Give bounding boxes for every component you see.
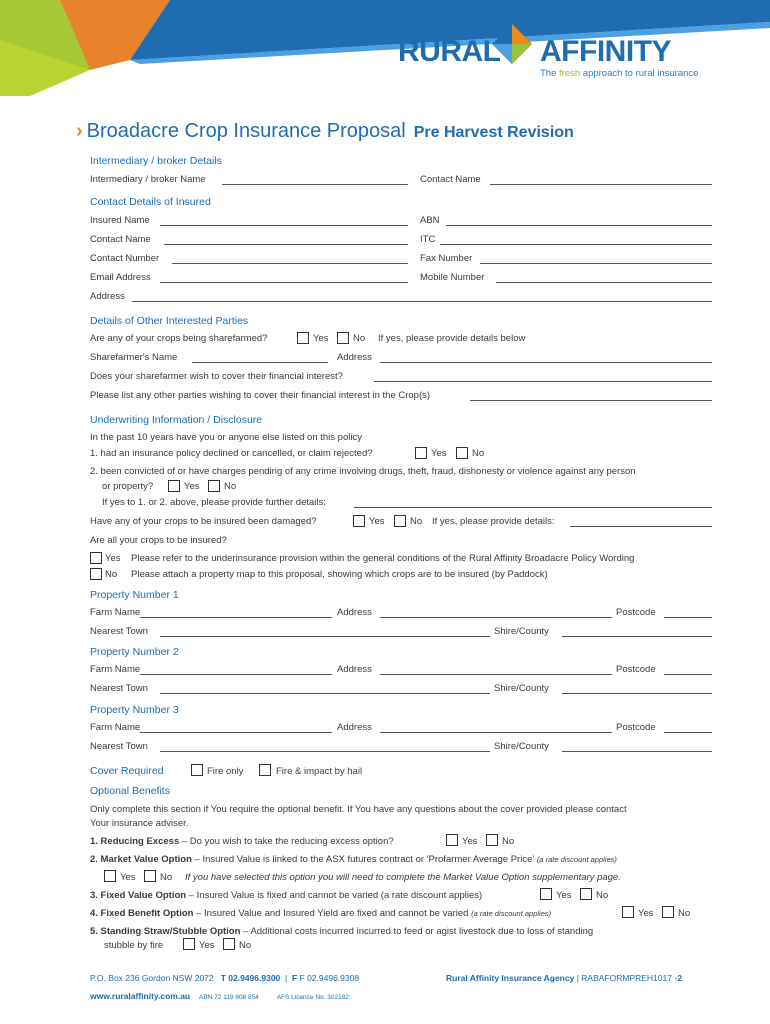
sharefarmer-name-field[interactable] (192, 362, 328, 363)
q2-yes-checkbox[interactable] (168, 480, 180, 492)
all-crops-yes-note: Please refer to the underinsurance provision within the general conditions of the Rural Affinity Broadacre Policy Wording (131, 553, 635, 564)
fire-only-checkbox[interactable] (191, 764, 203, 776)
property-3-shire-field[interactable] (562, 751, 712, 752)
broker-contact-field[interactable] (490, 184, 712, 185)
footer-web-row: www.ruralaffinity.com.au ABN 72 119 808 854 AFS Licence No. 302182 (90, 991, 349, 1001)
reducing-excess-yes-label: Yes (462, 836, 478, 847)
fax-field[interactable] (480, 263, 712, 264)
underwriting-intro: In the past 10 years have you or anyone else listed on this policy (90, 432, 362, 443)
footer-contact: P.O. Box 236 Gordon NSW 2072 T 02.9496.9300 | F F 02.9496.9308 (90, 973, 360, 983)
property-3-town-field[interactable] (160, 751, 490, 752)
q2-no-label: No (224, 481, 237, 492)
market-value-yes-checkbox[interactable] (104, 870, 116, 882)
q1-no-checkbox[interactable] (456, 447, 468, 459)
property-3-heading: Property Number 3 (90, 704, 179, 716)
property-2-farm-field[interactable] (140, 674, 332, 675)
damaged-yes-checkbox[interactable] (353, 515, 365, 527)
standing-straw-yes-checkbox[interactable] (183, 938, 195, 950)
further-details-field[interactable] (354, 507, 712, 508)
fixed-value-yes-checkbox[interactable] (540, 888, 552, 900)
email-label: Email Address (90, 272, 151, 283)
market-value-no-label: No (160, 872, 173, 883)
broker-name-label: Intermediary / broker Name (90, 174, 206, 185)
property-2-farm-label: Farm Name (90, 664, 141, 675)
tagline: The fresh approach to rural insurance (540, 68, 699, 79)
property-1-postcode-field[interactable] (664, 617, 712, 618)
reducing-excess-no-label: No (502, 836, 515, 847)
mobile-label: Mobile Number (420, 272, 485, 283)
page-number: 2 (677, 973, 682, 983)
fax-label: Fax Number (420, 253, 473, 264)
sharefarmed-yes-checkbox[interactable] (297, 332, 309, 344)
damaged-no-label: No (410, 516, 423, 527)
standing-straw-no-label: No (239, 940, 252, 951)
cover-required-heading: Cover Required (90, 765, 164, 777)
property-1-heading: Property Number 1 (90, 589, 179, 601)
underwriting-q1: 1. had an insurance policy declined or cancelled, or claim rejected? (90, 448, 373, 459)
sharefarmed-yes-label: Yes (313, 333, 329, 344)
all-crops-yes-label: Yes (105, 553, 121, 564)
property-2-postcode-field[interactable] (664, 674, 712, 675)
property-3-farm-field[interactable] (140, 732, 332, 733)
property-1-postcode-label: Postcode (616, 607, 656, 618)
q2-no-checkbox[interactable] (208, 480, 220, 492)
fixed-value-no-label: No (596, 890, 609, 901)
option-fixed-value: 3. Fixed Value Option – Insured Value is fixed and cannot be varied (a rate discount applies) (90, 890, 483, 901)
all-crops-yes-checkbox[interactable] (90, 552, 102, 564)
q1-no-label: No (472, 448, 485, 459)
mobile-field[interactable] (496, 282, 712, 283)
property-2-shire-field[interactable] (562, 693, 712, 694)
contact-number-label: Contact Number (90, 253, 160, 264)
sharefarmed-no-label: No (353, 333, 366, 344)
logo-affinity-text: AFFINITY (540, 35, 671, 68)
property-2-address-field[interactable] (380, 674, 612, 675)
property-1-town-field[interactable] (160, 636, 490, 637)
further-details-label: If yes to 1. or 2. above, please provide further details: (102, 497, 326, 508)
optional-intro-2: Your insurance adviser. (90, 818, 189, 829)
abn-field[interactable] (446, 225, 712, 226)
market-value-note: If you have selected this option you will need to complete the Market Value Option supplementary page. (185, 872, 621, 883)
contact-name-label: Contact Name (90, 234, 151, 245)
fire-only-label: Fire only (207, 766, 244, 777)
property-2-address-label: Address (337, 664, 372, 675)
property-1-shire-label: Shire/County (494, 626, 549, 637)
insured-name-field[interactable] (160, 225, 408, 226)
chevron-right-icon: › (76, 120, 83, 142)
address-field[interactable] (132, 301, 712, 302)
all-crops-question: Are all your crops to be insured? (90, 535, 227, 546)
option-standing-straw: 5. Standing Straw/Stubble Option – Additional costs incurred incurred to feed or agist livestock due to loss of standing (90, 926, 594, 937)
q1-yes-checkbox[interactable] (415, 447, 427, 459)
market-value-no-checkbox[interactable] (144, 870, 156, 882)
sharefarmer-address-field[interactable] (380, 362, 712, 363)
other-parties-question: Please list any other parties wishing to cover their financial interest in the Crop(s) (90, 390, 431, 401)
sharefarmer-address-label: Address (337, 352, 372, 363)
insured-name-label: Insured Name (90, 215, 150, 226)
section-insured-heading: Contact Details of Insured (90, 196, 211, 208)
page-title: › Broadacre Crop Insurance Proposal Pre Harvest Revision (76, 120, 574, 142)
sharefarmed-no-checkbox[interactable] (337, 332, 349, 344)
property-1-address-label: Address (337, 607, 372, 618)
q2-yes-label: Yes (184, 481, 200, 492)
property-1-farm-label: Farm Name (90, 607, 141, 618)
damaged-yes-label: Yes (369, 516, 385, 527)
property-3-shire-label: Shire/County (494, 741, 549, 752)
all-crops-no-label: No (105, 569, 118, 580)
section-broker-heading: Intermediary / broker Details (90, 155, 222, 167)
property-1-shire-field[interactable] (562, 636, 712, 637)
damaged-question: Have any of your crops to be insured been damaged? (90, 516, 317, 527)
property-2-postcode-label: Postcode (616, 664, 656, 675)
abn-label: ABN (420, 215, 440, 226)
property-2-heading: Property Number 2 (90, 646, 179, 658)
underwriting-q2b: or property? (102, 481, 154, 492)
property-3-farm-label: Farm Name (90, 722, 141, 733)
section-other-heading: Details of Other Interested Parties (90, 315, 249, 327)
optional-intro-1: Only complete this section if You require the optional benefit. If You have any questions about the cover provided please contact (90, 804, 627, 815)
sharefarmed-question: Are any of your crops being sharefarmed? (90, 333, 268, 344)
address-label: Address (90, 291, 125, 302)
property-3-town-label: Nearest Town (90, 741, 148, 752)
all-crops-no-checkbox[interactable] (90, 568, 102, 580)
reducing-excess-yes-checkbox[interactable] (446, 834, 458, 846)
property-2-town-label: Nearest Town (90, 683, 148, 694)
logo-rural-text: RURAL (398, 35, 501, 68)
itc-field[interactable] (440, 244, 712, 245)
other-parties-field[interactable] (470, 400, 712, 401)
property-3-address-field[interactable] (380, 732, 612, 733)
damaged-no-checkbox[interactable] (394, 515, 406, 527)
underwriting-q2: 2. been convicted of or have charges pending of any crime involving drugs, theft, fraud, dishonesty or violence against any person (90, 466, 636, 477)
standing-straw-no-checkbox[interactable] (223, 938, 235, 950)
broker-contact-label: Contact Name (420, 174, 481, 185)
optional-benefits-heading: Optional Benefits (90, 785, 170, 797)
sharefarmer-cover-field[interactable] (374, 381, 712, 382)
property-3-postcode-field[interactable] (664, 732, 712, 733)
option-market-value: 2. Market Value Option – Insured Value is linked to the ASX futures contract or 'Profarmer Average Price' (a rate discount applies) (90, 854, 617, 865)
option-standing-straw-2: stubble by fire (104, 940, 164, 951)
fixed-value-yes-label: Yes (556, 890, 572, 901)
contact-number-field[interactable] (172, 263, 408, 264)
section-underwriting-heading: Underwriting Information / Disclosure (90, 414, 263, 426)
sharefarmer-name-label: Sharefarmer's Name (90, 352, 178, 363)
footer-agency: Rural Affinity Insurance Agency | RABAFORMPREH1017 ›2 (446, 973, 682, 983)
footer-website-link[interactable]: www.ruralaffinity.com.au (90, 991, 191, 1001)
fixed-benefit-no-checkbox[interactable] (662, 906, 674, 918)
market-value-yes-label: Yes (120, 872, 136, 883)
property-3-address-label: Address (337, 722, 372, 733)
fixed-benefit-no-label: No (678, 908, 691, 919)
property-1-address-field[interactable] (380, 617, 612, 618)
standing-straw-yes-label: Yes (199, 940, 215, 951)
property-3-postcode-label: Postcode (616, 722, 656, 733)
fire-hail-label: Fire & impact by hail (276, 766, 363, 777)
damaged-details-field[interactable] (570, 526, 712, 527)
broker-name-field[interactable] (222, 184, 408, 185)
email-field[interactable] (160, 282, 408, 283)
property-1-town-label: Nearest Town (90, 626, 148, 637)
option-fixed-benefit: 4. Fixed Benefit Option – Insured Value and Insured Yield are fixed and cannot be varied (a rate discount applies) (90, 908, 552, 919)
contact-name-field[interactable] (164, 244, 408, 245)
option-reducing-excess: 1. Reducing Excess – Do you wish to take the reducing excess option? (90, 836, 394, 847)
fixed-benefit-yes-checkbox[interactable] (622, 906, 634, 918)
fixed-value-no-checkbox[interactable] (580, 888, 592, 900)
damaged-ifyes-label: If yes, please provide details: (432, 516, 555, 527)
property-1-farm-field[interactable] (140, 617, 332, 618)
fixed-benefit-yes-label: Yes (638, 908, 654, 919)
sharefarmed-ifyes: If yes, please provide details below (378, 333, 526, 344)
fire-hail-checkbox[interactable] (259, 764, 271, 776)
property-2-town-field[interactable] (160, 693, 490, 694)
q1-yes-label: Yes (431, 448, 447, 459)
reducing-excess-no-checkbox[interactable] (486, 834, 498, 846)
all-crops-no-note: Please attach a property map to this proposal, showing which crops are to be insured (by Paddock) (131, 569, 548, 580)
sharefarmer-cover-question: Does your sharefarmer wish to cover their financial interest? (90, 371, 343, 382)
itc-label: ITC (420, 234, 436, 245)
property-2-shire-label: Shire/County (494, 683, 549, 694)
chevron-right-icon: › (674, 973, 678, 983)
